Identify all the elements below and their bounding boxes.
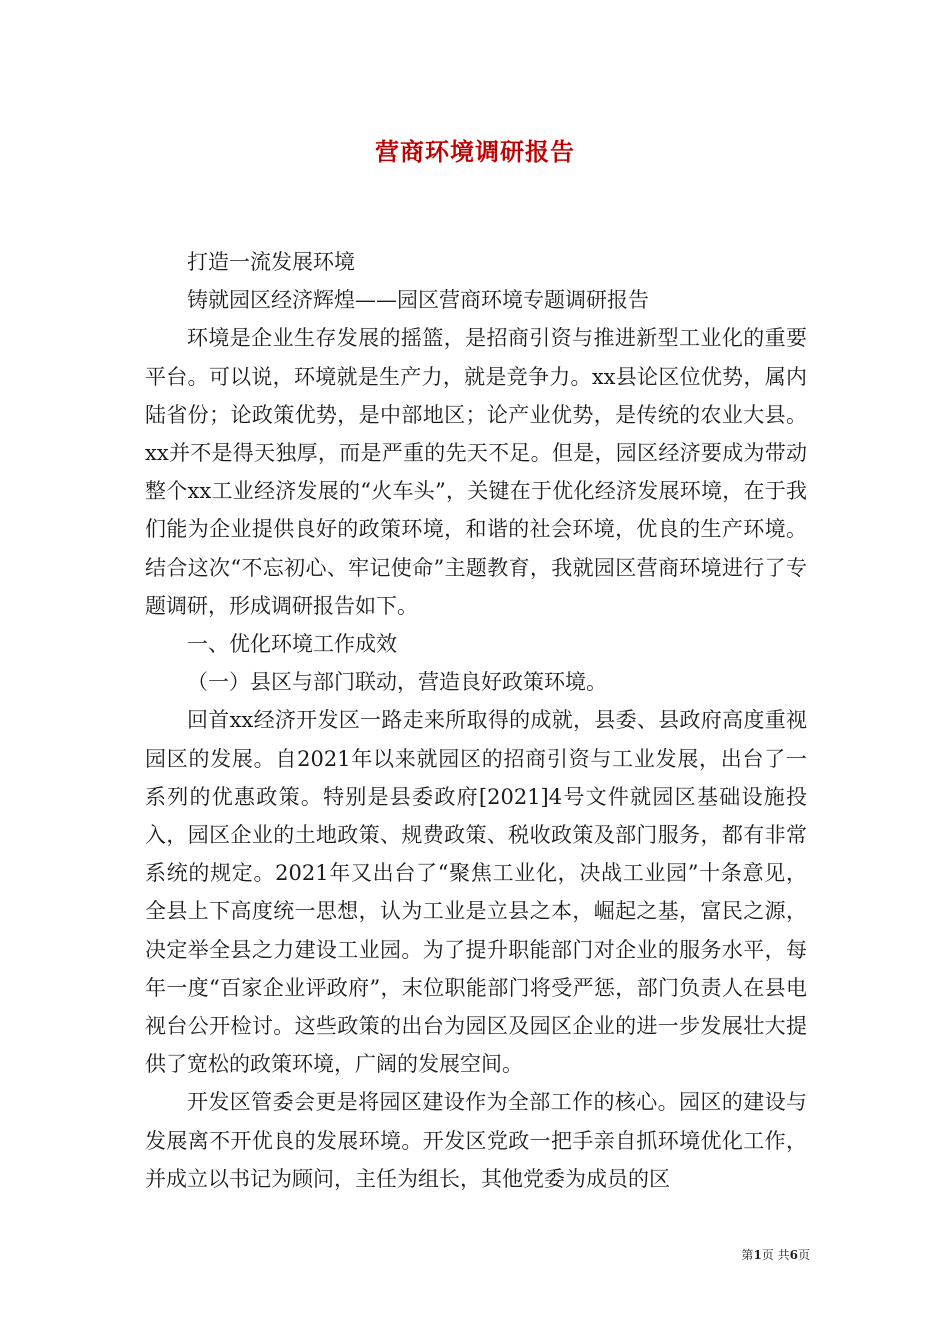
subsection-heading: （一）县区与部门联动，营造良好政策环境。 [187, 670, 607, 695]
total-page-count: 6 [789, 1248, 798, 1262]
body-paragraph: 回首xx经济开发区一路走来所取得的成就，县委、县政府高度重视园区的发展。自2021年以来就园区的招商引资与工业发展，出台了一系列的优惠政策。特别是县委政府[2021]4号文件就园区基础设施投入，园区企业的土地政策、规费政策、税收政策及部门服务，都有非常系统的规定。2021年又出台了“聚焦工业化，决战工业园”十条意见，全县上下高度统一思想，认为工业是立县之本，崛起之基，富民之源，决定举全县之力建设工业园。为了提升职能部门对企业的服务水平，每年一度“百家企业评政府”，末位职能部门将受严惩，部门负责人在县电视台公开检讨。这些政策的出台为园区及园区企业的进一步发展壮大提供了宽松的政策环境，广阔的发展空间。 [145, 708, 807, 1077]
footer-middle: 页 共 [761, 1248, 790, 1262]
footer-suffix: 页 [797, 1248, 810, 1262]
document-body [145, 243, 807, 1198]
subtitle-line-1: 打造一流发展环境 [187, 250, 355, 274]
body-paragraph: 环境是企业生存发展的摇篮，是招商引资与推进新型工业化的重要平台。可以说，环境就是生产力，就是竞争力。xx县论区位优势，属内陆省份；论政策优势，是中部地区；论产业优势，是传统的农业大县。xx并不是得天独厚，而是严重的先天不足。但是，园区经济要成为带动整个xx工业经济发展的“火车头”，关键在于优化经济发展环境，在于我们能为企业提供良好的政策环境，和谐的社会环境，优良的生产环境。结合这次“不忘初心、牢记使命”主题教育，我就园区营商环境进行了专题调研，形成调研报告如下。 [145, 326, 807, 618]
subtitle-line-2: 铸就园区经济辉煌——园区营商环境专题调研报告 [187, 288, 649, 313]
current-page-number: 1 [753, 1248, 762, 1262]
section-heading: 一、优化环境工作成效 [187, 632, 397, 657]
document-title: 营商环境调研报告 [375, 137, 575, 166]
footer-prefix: 第 [741, 1248, 754, 1262]
page-number-footer [700, 1246, 810, 1263]
body-paragraph: 开发区管委会更是将园区建设作为全部工作的核心。园区的建设与发展离不开优良的发展环境。开发区党政一把手亲自抓环境优化工作，并成立以书记为顾问，主任为组长，其他党委为成员的区 [145, 1090, 807, 1191]
